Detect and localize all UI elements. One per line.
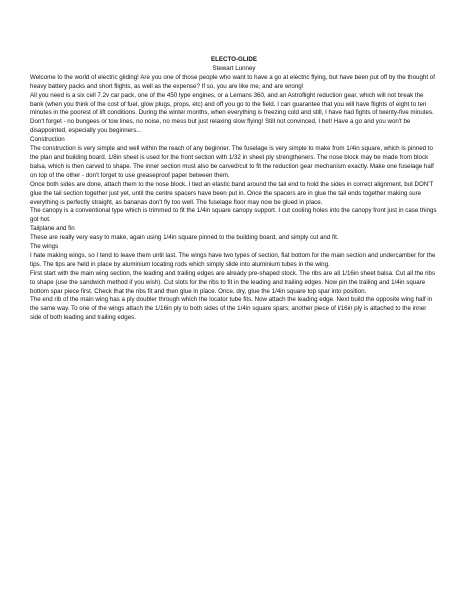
document-author: Stewart Lunney xyxy=(212,64,256,72)
paragraph-fuselage-assembly: Once both sides are done, attach them to the nose block. I tied an elastic band around the tail end to hold the sides in correct alignment, but DON'T glue the tail section together just yet, until the centre spacers have been put in. Once the spacers are in glue the tail ends together making sure everything is perfectly straight, as bananas don't fly too well. The fuselage floor may now be glued in place. xyxy=(30,180,434,206)
paragraph-equipment: All you need is a six cell 7.2v car pack, one of the 450 type engines, or a Lemans 360, and an Astroflight reduction gear, which will not break the bank (when you think of the cost of fuel, glow plugs, props, etc) and off you go to the field. I can guarantee that you will have flights of eight to ten minutes in the poorest of lift conditions. During the winter months, when everything is freezing cold and still, I have had fights of twenty-five minutes. Don't forget - no bungees or tow lines, no noise, no mess but just relaxing slow flying! Still not convinced, I bet! Have a go and you won't be disappointed, especially you beginners... xyxy=(30,91,434,135)
section-heading-construction: Construction xyxy=(30,136,65,144)
paragraph-main-wing: First start with the main wing section, the leading and trailing edges are already pre-shaped stock. The ribs are all 1/16in sheet balsa. Cut all the ribs to shape (use the sandwich method if you wish). Cut slots for the ribs to fit in the leading and trailing edges. Now pin the trailing and 1/4in square bottom spar piece first. Check that the ribs fit and then glue in place. Once, dry, glue the 1/4in square top spar into position. xyxy=(30,269,436,295)
paragraph-fuselage: The construction is very simple and well within the reach of any beginner. The fuselage is very simple to make from 1/4in square, which is pinned to the plan and building board. 1/8in sheet is used for the front section with 1/32 in sheet ply strengtheners. The nose block may be made from block balsa, which is then carved to shape. The inner section must also be carved/cut to fit the reduction gear mechanism exactly. Make one fuselage half on top of the other - don't forget to use greaseproof paper between them. xyxy=(30,145,434,179)
section-heading-wings: The wings xyxy=(30,243,59,251)
document-title: ELECTO-GLIDE xyxy=(211,56,257,63)
paragraph-wings-intro: I hate making wings, so I tend to leave them until last. The wings have two types of section, flat bottom for the main section and undercamber for the tips. The tips are held in place by aluminium locating rods which simply slide into aluminium tubes in the wing. xyxy=(30,251,436,268)
section-heading-tailplane: Tailplane and fin xyxy=(30,225,75,233)
paragraph-intro: Welcome to the world of electric gliding! Are you one of those people who want to have a go at electric flying, but have been put off by the thought of heavy battery packs and short flights, as well as the expense? If so, you are like me, and are wrong! xyxy=(30,73,435,90)
document-body xyxy=(30,56,438,323)
paragraph-canopy: The canopy is a conventional type which is trimmed to fit the 1/4in square canopy support. I cut cooling holes into the canopy front just in case things got hot. xyxy=(30,207,437,224)
paragraph-tailplane: These are really very easy to make, again using 1/4in square pinned to the building board, and simply cut and fit. xyxy=(30,234,339,242)
paragraph-end-rib: The end rib of the main wing has a ply doubler through which the locator tube fits. Now attach the leading edge. Next build the opposite wing half in the same way. To one of the wings attach the 1/16in ply to both sides of the 1/4in square spars; another piece of l/16in ply is attached to the inner side of both leading and trailing edges. xyxy=(30,296,433,322)
